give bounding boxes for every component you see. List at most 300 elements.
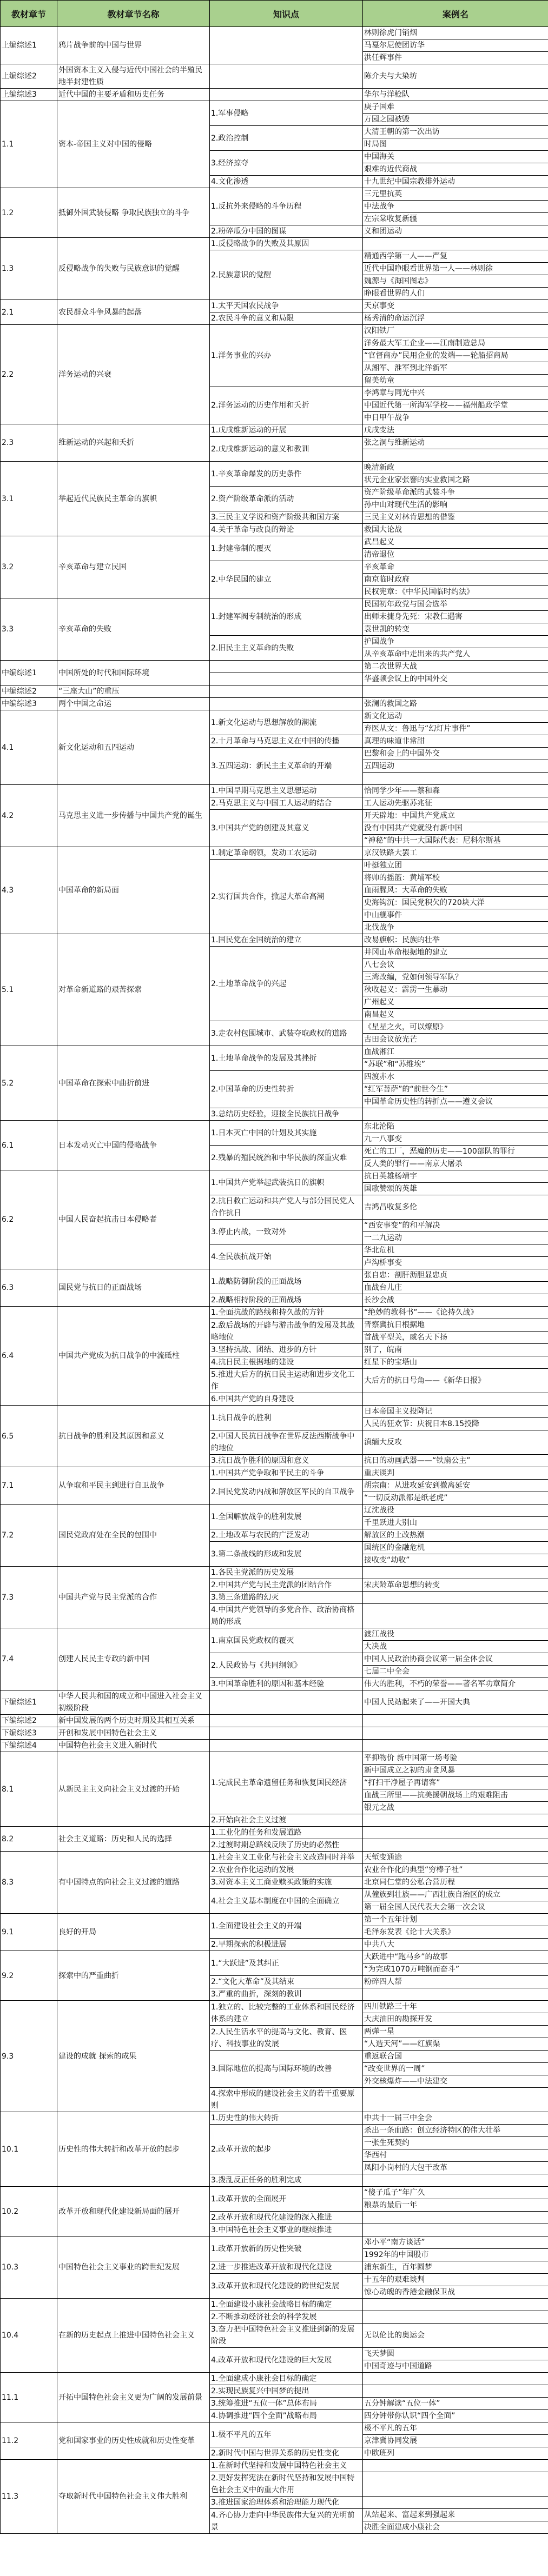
case-name: “西安事变”的和平解决 [363, 1220, 548, 1232]
chapter-code: 2.3 [1, 424, 57, 462]
knowledge-point: 4.中国共产党领导的多党合作、政治协商格局的形成 [210, 1604, 363, 1628]
case-name: 艰难的近代商战 [363, 163, 548, 176]
chapter-code: 8.1 [1, 1752, 57, 1827]
knowledge-point: 1.抗日战争的胜利 [210, 1406, 363, 1430]
knowledge-point: 1.反侵略战争的失败及其原因 [210, 238, 363, 250]
knowledge-point: 1.封建军阀专制统治的形成 [210, 598, 363, 636]
table-row [1, 1740, 548, 1752]
header-chapter-name: 教材章节名称 [57, 1, 210, 27]
chapter-code: 6.1 [1, 1121, 57, 1170]
case-name: 大跃进中“跑马乡”的故事 [363, 1951, 548, 1963]
chapter-name: 新中国发展的两个历史时期及其相互关系 [57, 1715, 210, 1727]
table-row [1, 238, 548, 250]
table-row [1, 785, 548, 797]
case-name: 重返联合国 [363, 2051, 548, 2063]
case-name [363, 1592, 548, 1604]
knowledge-point: 1.各民主党派的历史发展 [210, 1567, 363, 1579]
case-name: 万园之园被毁 [363, 114, 548, 126]
knowledge-point: 2.粉碎瓜分中国的图谋 [210, 225, 363, 238]
chapter-name: 中国共产党与民主党派的合作 [57, 1567, 210, 1628]
table-row [1, 536, 548, 549]
chapter-name: 对革命新道路的艰苦探索 [57, 934, 210, 1046]
chapter-code: 上编综述3 [1, 89, 57, 101]
knowledge-point: 4.全民族抗战开始 [210, 1244, 363, 1269]
case-name: 凤阳小岗村的大包干改革 [363, 2162, 548, 2174]
chapter-name: 抗日战争的胜利及其原因和意义 [57, 1406, 210, 1467]
table-row [1, 1752, 548, 1765]
chapter-code: 5.2 [1, 1046, 57, 1121]
knowledge-point: 3.拨乱反正任务的胜利完成 [210, 2174, 363, 2187]
case-name: 中国人民政治协商会议第一届全体会议 [363, 1653, 548, 1666]
knowledge-point: 1.国民党在全国统治的建立 [210, 934, 363, 947]
chapter-name: 从新民主主义向社会主义过渡的开始 [57, 1752, 210, 1827]
case-name: 清帝退位 [363, 549, 548, 561]
chapter-code: 6.4 [1, 1307, 57, 1406]
case-name: 决胜全面建成小康社会 [363, 2521, 548, 2534]
case-name: 平抑物价 新中国第一场考验 [363, 1752, 548, 1765]
case-name: 农业合作化的典型“穷棒子社” [363, 1864, 548, 1876]
chapter-code: 中编综述1 [1, 661, 57, 685]
knowledge-point [210, 685, 363, 698]
case-name: 第一届全国人民代表大会第一次会议 [363, 1901, 548, 1914]
chapter-name: 良好的开局 [57, 1914, 210, 1951]
chapter-name: 资本-帝国主义对中国的侵略 [57, 101, 210, 188]
chapter-code: 1.2 [1, 188, 57, 238]
case-name: 左宗棠收复新疆 [363, 213, 548, 225]
chapter-name: “三座大山”的重压 [57, 685, 210, 698]
knowledge-point: 1.改革开放新的历史性突破 [210, 2236, 363, 2261]
case-name: “一切反动派都是纸老虎” [363, 1492, 548, 1505]
knowledge-point: 1.社会主义工业化与社会主义改造同时并举 [210, 1852, 363, 1864]
case-name: 洋务最大军工企业——江南制造总局 [363, 337, 548, 350]
case-name: 血战台儿庄 [363, 1282, 548, 1294]
knowledge-point: 6.中国共产党的自身建设 [210, 1393, 363, 1406]
case-name: “苏联”和“苏维埃” [363, 1059, 548, 1071]
chapter-name: 开拓中国特色社会主义更为广阔的发展前景 [57, 2373, 210, 2422]
case-name: 长沙会战 [363, 1294, 548, 1307]
case-name: 晋察冀抗日根据地 [363, 1319, 548, 1332]
case-name: 日本帝国主义投降记 [363, 1406, 548, 1418]
table-body [1, 27, 548, 2534]
case-name [363, 2224, 548, 2236]
knowledge-point: 2.开始向社会主义过渡 [210, 1814, 363, 1827]
table-row [1, 1505, 548, 1517]
case-name: 大后方的抗日号角——《新华日报》 [363, 1369, 548, 1393]
chapter-code: 9.3 [1, 2001, 57, 2112]
case-name: 天堑变通途 [363, 1852, 548, 1864]
table-row [1, 1170, 548, 1183]
case-name: 国统区的金融危机 [363, 1542, 548, 1554]
case-name: 滇缅大反攻 [363, 1430, 548, 1455]
case-name: 晚清新政 [363, 462, 548, 474]
knowledge-point: 2.敌后战场的开辟与游击战争的发展及其战略地位 [210, 1319, 363, 1344]
table-row [1, 2373, 548, 2385]
knowledge-point: 4.改革开放和现代化建设的巨大发展 [210, 2348, 363, 2373]
case-name: 四川铁路三十年 [363, 2001, 548, 2013]
chapter-code: 4.3 [1, 847, 57, 934]
case-name: 张澜的救国之路 [363, 698, 548, 710]
knowledge-point: 3.改革开放和现代化建设的跨世纪发展 [210, 2274, 363, 2299]
knowledge-point: 3.推进国家治理体系和治理能力现代化 [210, 2497, 363, 2509]
table-row [1, 661, 548, 673]
knowledge-point: 4.探索中形成的建设社会主义的若干重要原则 [210, 2088, 363, 2112]
case-name: “打扫干净屋子再请客” [363, 1777, 548, 1789]
chapter-code: 下编综述3 [1, 1727, 57, 1740]
chapter-name: 中国共产党成为抗日战争的中流砥柱 [57, 1307, 210, 1406]
case-name: 反人类的罪行——南京大屠杀 [363, 1158, 548, 1170]
case-name: “人造天河”——红旗渠 [363, 2038, 548, 2051]
case-name [363, 1604, 548, 1628]
case-name [363, 2460, 548, 2472]
knowledge-point: 2.旧民主主义革命的失败 [210, 636, 363, 661]
chapter-code: 上编综述2 [1, 64, 57, 89]
case-name: 《星星之火，可以燎原》 [363, 1021, 548, 1034]
knowledge-point [210, 1690, 363, 1715]
chapter-name: 农民群众斗争风暴的起落 [57, 300, 210, 325]
case-name [363, 1727, 548, 1740]
table-row [1, 2422, 548, 2435]
case-name: 天京事变 [363, 300, 548, 312]
chapter-name: 历史性的伟大转折和改革开放的起步 [57, 2112, 210, 2187]
chapter-code: 中编综述3 [1, 698, 57, 710]
knowledge-point: 2.战略相持阶段的正面战场 [210, 1294, 363, 1307]
table-row [1, 101, 548, 114]
case-name: “红军菩萨”的“前世今生” [363, 1083, 548, 1096]
table-row [1, 1269, 548, 1282]
chapter-code: 7.2 [1, 1505, 57, 1567]
knowledge-point: 1.新文化运动与思想解放的潮流 [210, 710, 363, 735]
case-name: 七届二中全会 [363, 1666, 548, 1678]
chapter-code: 8.2 [1, 1827, 57, 1852]
knowledge-point: 3.三民主义学说和资产阶级共和国方案 [210, 511, 363, 524]
chapter-name: 从争取和平民主到进行自卫战争 [57, 1467, 210, 1505]
knowledge-point: 3.严重的曲折，深刻的教训 [210, 1988, 363, 2001]
knowledge-point [210, 27, 363, 64]
case-name: 近代中国睁眼看世界第一人——林则徐 [363, 263, 548, 275]
table-row [1, 1046, 548, 1059]
table-row [1, 89, 548, 101]
case-name: 中国人民站起来了——开国大典 [363, 1690, 548, 1715]
knowledge-point: 2.中华民国的建立 [210, 561, 363, 598]
case-name: 八七会议 [363, 959, 548, 971]
case-name: 十九世纪中国宗教排外运动 [363, 176, 548, 188]
case-name: 四分钟带你认识“四个全面” [363, 2410, 548, 2422]
case-name: 南昌起义 [363, 1009, 548, 1021]
case-name [363, 1814, 548, 1827]
chapter-name: 创建人民民主专政的新中国 [57, 1628, 210, 1690]
case-name [363, 1567, 548, 1579]
chapter-code: 下编综述1 [1, 1690, 57, 1715]
case-name: 北京同仁堂的公私合营历程 [363, 1876, 548, 1889]
table-row [1, 1406, 548, 1418]
knowledge-point: 3.奋力把中国特色社会主义推进到新的发展阶段 [210, 2324, 363, 2348]
case-name: 巴黎和会上的中国外交 [363, 748, 548, 760]
chapter-code: 5.1 [1, 934, 57, 1046]
case-name: 首战平型关，威名天下扬 [363, 1332, 548, 1344]
knowledge-point [210, 64, 363, 89]
case-name [363, 1715, 548, 1727]
case-name: 睁眼看世界的人们 [363, 288, 548, 300]
case-name: 马戛尔尼使团访华 [363, 39, 548, 52]
chapter-name: 辛亥革命的失败 [57, 598, 210, 661]
case-name [363, 685, 548, 698]
case-name: 新文化运动 [363, 710, 548, 723]
knowledge-point: 3.中国特色社会主义事业的继续推进 [210, 2224, 363, 2236]
knowledge-point [210, 698, 363, 710]
chapter-name: 中国特色社会主义进入新时代 [57, 1740, 210, 1752]
case-name: 救国大论战 [363, 524, 548, 536]
knowledge-point: 2.改革开放的起步 [210, 2125, 363, 2174]
knowledge-point: 2.洋务运动的历史作用和夭折 [210, 387, 363, 424]
case-name: 陈介夫与大染坊 [363, 64, 548, 89]
knowledge-point: 4.齐心协力走向中华民族伟大复兴的光明前景 [210, 2509, 363, 2534]
knowledge-point: 3.停止内战，一致对外 [210, 1220, 363, 1244]
case-name: 华尔与洋枪队 [363, 89, 548, 101]
case-name: 中共十一届三中全会 [363, 2112, 548, 2125]
case-name [363, 1108, 548, 1121]
case-name: 五四运动 [363, 760, 548, 773]
chapter-code: 2.2 [1, 325, 57, 424]
chapter-name: 开创和发展中国特色社会主义 [57, 1727, 210, 1740]
knowledge-point: 2.残暴的殖民统治和中华民族的深重灾难 [210, 1146, 363, 1170]
case-name: 接收变“劫收” [363, 1554, 548, 1567]
knowledge-point: 2.十月革命与马克思主义在中国的传播 [210, 735, 363, 748]
chapter-name: 中国革命在探索中曲折前进 [57, 1046, 210, 1121]
case-name: 三湾改编，党如何领导军队？ [363, 971, 548, 984]
chapter-code: 10.1 [1, 2112, 57, 2187]
knowledge-point: 1.全面抗战的路线和持久战的方针 [210, 1307, 363, 1319]
chapter-code: 4.2 [1, 785, 57, 847]
chapter-name: 辛亥革命与建立民国 [57, 536, 210, 598]
chapter-name: 有中国特点的向社会主义过渡的道路 [57, 1852, 210, 1914]
knowledge-point: 2.土地改革与农民的广泛发动 [210, 1529, 363, 1542]
table-row [1, 934, 548, 947]
case-name: 飞天梦圆 [363, 2348, 548, 2360]
table-row [1, 64, 548, 89]
knowledge-point: 4.文化渗透 [210, 176, 363, 188]
knowledge-point: 3.中国革命胜利的原因和基本经验 [210, 1678, 363, 1690]
case-name: 广州起义 [363, 996, 548, 1009]
case-name: 吉鸿昌收复多伦 [363, 1195, 548, 1220]
table-row [1, 1715, 548, 1727]
case-name [363, 2472, 548, 2497]
case-name: 华西村 [363, 2149, 548, 2162]
chapter-name: 日本发动灭亡中国的侵略战争 [57, 1121, 210, 1170]
case-name: 工人运动先驱苏兆征 [363, 797, 548, 810]
knowledge-point: 3.经济掠夺 [210, 151, 363, 176]
table-row [1, 685, 548, 698]
knowledge-point [210, 1727, 363, 1740]
case-name: 护国战争 [363, 636, 548, 648]
chapter-name: 中国特色社会主义事业的跨世纪发展 [57, 2236, 210, 2299]
chapter-code: 10.4 [1, 2299, 57, 2373]
knowledge-point [210, 661, 363, 673]
case-name: 红星下的宝塔山 [363, 1356, 548, 1369]
case-name: 秋收起义：霹雳一生暴动 [363, 984, 548, 996]
case-name [363, 1393, 548, 1406]
case-name: 孙中山对现代生活的影响 [363, 499, 548, 511]
case-name [363, 2212, 548, 2224]
table-row [1, 1307, 548, 1319]
table-row [1, 1827, 548, 1839]
knowledge-point: 2.改革开放和现代化建设的深入推进 [210, 2212, 363, 2224]
case-name: 九一八事变 [363, 1133, 548, 1146]
case-name: 状元企业家张謇的实业救国之路 [363, 474, 548, 487]
knowledge-point: 2.过渡时期总路线反映了历史的必然性 [210, 1839, 363, 1852]
case-name: 真理的味道非常甜 [363, 735, 548, 748]
table-row [1, 188, 548, 201]
case-name: “为完成1070万吨钢而奋斗” [363, 1963, 548, 1976]
knowledge-point: 2.人民政协与《共同纲领》 [210, 1653, 363, 1678]
case-name: 汉阳铁厂 [363, 325, 548, 337]
knowledge-point: 3.中国共产党的创建及其意义 [210, 810, 363, 847]
table-row [1, 598, 548, 611]
case-name: 张自忠：剖肝沥胆显忠贞 [363, 1269, 548, 1282]
case-name: 弃医从文：鲁迅与“幻灯片事件” [363, 723, 548, 735]
table-row [1, 27, 548, 39]
case-name [363, 2174, 548, 2187]
case-name: 武昌起义 [363, 536, 548, 549]
case-name: 惊心动魄的香港金融保卫战 [363, 2286, 548, 2299]
case-name: 李鸿章与同光中兴 [363, 387, 548, 400]
chapter-code: 9.2 [1, 1951, 57, 2001]
header-case-name: 案例名 [363, 1, 548, 27]
table-row [1, 2236, 548, 2249]
chapter-name: 马克思主义进一步传播与中国共产党的诞生 [57, 785, 210, 847]
knowledge-point [210, 1740, 363, 1752]
knowledge-point: 2.民族意识的觉醒 [210, 250, 363, 300]
knowledge-point: 1.全面建设小康社会战略目标的确定 [210, 2299, 363, 2311]
table-row [1, 1852, 548, 1864]
chapter-code: 上编综述1 [1, 27, 57, 64]
chapter-code: 2.1 [1, 300, 57, 325]
case-name [363, 1988, 548, 2001]
knowledge-point: 1.制定革命纲领，发动工农运动 [210, 847, 363, 860]
knowledge-point: 1.全面建成小康社会目标的确定 [210, 2373, 363, 2385]
knowledge-point: 2.实现民族复兴中国梦的提出 [210, 2385, 363, 2398]
knowledge-point: 4.关于革命与改良的辩论 [210, 524, 363, 536]
chapter-code: 4.1 [1, 710, 57, 785]
case-name: 中日甲午战争 [363, 412, 548, 424]
case-name: 民权宪章：《中华民国临时约法》 [363, 586, 548, 598]
chapter-name: 国民党政府处在全民的包围中 [57, 1505, 210, 1567]
knowledge-point: 1.历史性的伟大转折 [210, 2112, 363, 2125]
knowledge-point: 4.抗日民主根据地的建设 [210, 1356, 363, 1369]
chapter-code: 6.5 [1, 1406, 57, 1467]
chapter-name: 中国革命的新局面 [57, 847, 210, 934]
chapter-code: 7.3 [1, 1567, 57, 1628]
case-name: 粉碎四人帮 [363, 1976, 548, 1988]
knowledge-point: 2.抗日救亡运动和共产党人与部分国民党人合作抗日 [210, 1195, 363, 1220]
chapter-code: 10.2 [1, 2187, 57, 2236]
case-name: 渡江战役 [363, 1628, 548, 1641]
case-name [363, 2497, 548, 2509]
knowledge-point: 1.中国早期马克思主义思想运动 [210, 785, 363, 797]
table-row [1, 2187, 548, 2199]
case-name: 庚子国难 [363, 101, 548, 114]
case-name [363, 2385, 548, 2398]
knowledge-point: 4.协调推进“四个全面”战略布局 [210, 2410, 363, 2422]
case-name: 大决战 [363, 1641, 548, 1653]
knowledge-point: 2.不断推动经济社会的科学发展 [210, 2311, 363, 2324]
table-row [1, 1121, 548, 1133]
table-row [1, 1914, 548, 1926]
case-name: “官督商办”民用企业的发端——轮船招商局 [363, 350, 548, 362]
case-name: 浦东新生，百年圆梦 [363, 2261, 548, 2274]
table-row [1, 300, 548, 312]
knowledge-point: 3.第二条战线的形成和发展 [210, 1542, 363, 1567]
table-row [1, 847, 548, 860]
case-name: “改变世界的一周” [363, 2063, 548, 2075]
case-name: 没有中国共产党就没有新中国 [363, 822, 548, 835]
table-row [1, 325, 548, 337]
chapter-name: 维新运动的兴起和夭折 [57, 424, 210, 462]
knowledge-point: 1.改革开放的全面展开 [210, 2187, 363, 2212]
knowledge-point [210, 89, 363, 101]
case-name: 民国初年政党与国会选举 [363, 598, 548, 611]
case-name: 第二次世界大战 [363, 661, 548, 673]
header-chapter: 教材章节 [1, 1, 57, 27]
knowledge-point: 2.实行国共合作，掀起大革命高潮 [210, 860, 363, 934]
chapter-code: 3.1 [1, 462, 57, 536]
case-name: 史海钩沉：国民党积欠的720块大洋 [363, 897, 548, 909]
case-name: 邓小平“南方谈话” [363, 2236, 548, 2249]
knowledge-point: 1.极不平凡的五年 [210, 2422, 363, 2447]
knowledge-point: 2.进一步推进改革开放和现代化建设 [210, 2261, 363, 2274]
case-name: 新中国成立之初的肃贪风暴 [363, 1765, 548, 1777]
chapter-name: 中国所处的时代和国际环境 [57, 661, 210, 685]
case-name: 华北危机 [363, 1244, 548, 1257]
knowledge-point [210, 673, 363, 685]
chapter-code: 1.3 [1, 238, 57, 300]
chapter-name: 中国人民奋起抗击日本侵略者 [57, 1170, 210, 1269]
case-name: 华盛顿会议上的中国外交 [363, 673, 548, 685]
chapter-code: 9.1 [1, 1914, 57, 1951]
knowledge-point: 1.戊戌维新运动的开展 [210, 424, 363, 437]
table-row [1, 2460, 548, 2472]
case-name: 宋庆龄革命思想的转变 [363, 1579, 548, 1592]
knowledge-point: 1.中国共产党举起武装抗日的旗帜 [210, 1170, 363, 1195]
knowledge-point: 2.戊戌维新运动的意义和教训 [210, 437, 363, 462]
case-name: 外交核爆炸——中法建交 [363, 2075, 548, 2088]
case-name: 改易旗帜：民族的壮举 [363, 934, 548, 947]
case-name: 井冈山革命根据地的建立 [363, 947, 548, 959]
chapter-name: 社会主义道路：历史和人民的选择 [57, 1827, 210, 1852]
chapter-code: 3.2 [1, 536, 57, 598]
knowledge-point: 2.“文化大革命”及其结束 [210, 1976, 363, 1988]
knowledge-point: 1.战略防御阶段的正面战场 [210, 1269, 363, 1294]
case-name: 精通西学第一人——严复 [363, 250, 548, 263]
case-name: 别了，皖南 [363, 1344, 548, 1356]
case-name: 时局图 [363, 138, 548, 151]
knowledge-point: 2.土地革命战争的兴起 [210, 947, 363, 1021]
chapter-name: 举起近代民族民主革命的旗帜 [57, 462, 210, 536]
case-name: 大清王朝的第一次出访 [363, 126, 548, 138]
chapter-name: 鸦片战争前的中国与世界 [57, 27, 210, 64]
knowledge-point: 1.太平天国农民战争 [210, 300, 363, 312]
chapter-code: 10.3 [1, 2236, 57, 2299]
chapter-name: 探索中的严重曲折 [57, 1951, 210, 2001]
knowledge-point: 1.完成民主革命遗留任务和恢复国民经济 [210, 1752, 363, 1814]
knowledge-point: 1.全面建设社会主义的开端 [210, 1914, 363, 1939]
case-name: 从湘军、淮军到北洋新军 [363, 362, 548, 375]
case-name: 中共八大 [363, 1939, 548, 1951]
knowledge-point: 2.更好发挥宪法在新时代坚持和发展中国特色社会主义中的重大作用 [210, 2472, 363, 2497]
chapter-name: 洋务运动的兴衰 [57, 325, 210, 424]
knowledge-point: 3.坚持抗战、团结、进步的方针 [210, 1344, 363, 1356]
case-name: 1992年的中国股市 [363, 2249, 548, 2261]
case-name [363, 2088, 548, 2112]
